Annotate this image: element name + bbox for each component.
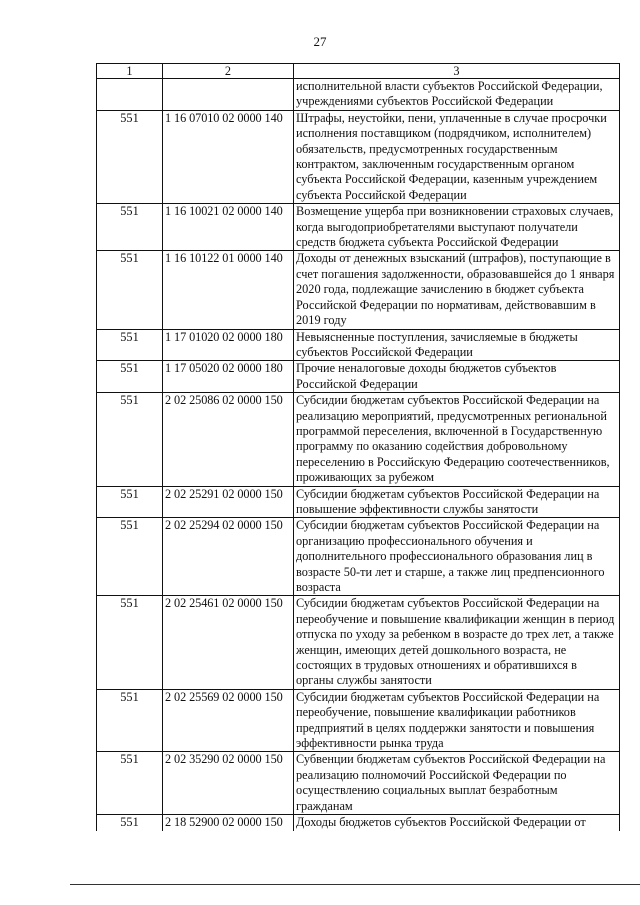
revenue-code-cell: 2 02 35290 02 0000 150 (163, 752, 294, 815)
revenue-code-cell: 1 17 05020 02 0000 180 (163, 361, 294, 393)
table-row (97, 361, 620, 393)
revenue-name-cell: Доходы бюджетов субъектов Российской Федерации от (294, 815, 620, 831)
revenue-name-cell: исполнительной власти субъектов Российской Федерации, учреждениями субъектов Российской Федерации (294, 79, 620, 111)
table-row (97, 79, 620, 111)
admin-code-cell: 551 (97, 752, 163, 815)
admin-code-cell: 551 (97, 815, 163, 831)
revenue-code-cell: 2 18 52900 02 0000 150 (163, 815, 294, 831)
revenue-code-cell: 1 17 01020 02 0000 180 (163, 329, 294, 361)
revenue-code-cell: 2 02 25461 02 0000 150 (163, 596, 294, 689)
column-header-1: 1 (97, 64, 163, 79)
revenue-code-cell: 1 16 10122 01 0000 140 (163, 251, 294, 329)
admin-code-cell: 551 (97, 329, 163, 361)
column-header-2: 2 (163, 64, 294, 79)
table-row (97, 689, 620, 752)
revenue-name-cell: Субсидии бюджетам субъектов Российской Федерации на переобучение, повышение квалификации работников предприятий в целях поддержки занятости и повышения эффективности рынка труда (294, 689, 620, 752)
table-row (97, 110, 620, 203)
table-row (97, 204, 620, 251)
revenue-name-cell: Субсидии бюджетам субъектов Российской Федерации на повышение эффективности службы занятости (294, 486, 620, 518)
revenue-name-cell: Доходы от денежных взысканий (штрафов), поступающие в счет погашения задолженности, образовавшейся до 1 января 2020 года, подлежащие зачислению в бюджет субъекта Российской Федерации по нормативам, действовавшим в 2019 году (294, 251, 620, 329)
admin-code-cell: 551 (97, 393, 163, 486)
table-row (97, 393, 620, 486)
page-bottom-rule (70, 884, 640, 885)
page-number: 27 (313, 34, 327, 49)
revenue-code-cell: 2 02 25086 02 0000 150 (163, 393, 294, 486)
table-row (97, 518, 620, 596)
admin-code-cell: 551 (97, 486, 163, 518)
table-row (97, 752, 620, 815)
table-row (97, 486, 620, 518)
admin-code-cell: 551 (97, 518, 163, 596)
revenue-name-cell: Штрафы, неустойки, пени, уплаченные в случае просрочки исполнения поставщиком (подрядчиком, исполнителем) обязательств, предусмотренных государственным контрактом, заключенным государственным органом субъекта Российской Федерации, казенным учреждением субъекта Российской Федерации (294, 110, 620, 203)
table-row (97, 329, 620, 361)
revenue-code-cell: 2 02 25294 02 0000 150 (163, 518, 294, 596)
table-header-row (97, 64, 620, 79)
revenue-name-cell: Возмещение ущерба при возникновении страховых случаев, когда выгодоприобретателями выступают получатели средств бюджета субъекта Российской Федерации (294, 204, 620, 251)
revenue-code-cell: 2 02 25569 02 0000 150 (163, 689, 294, 752)
revenue-name-cell: Субсидии бюджетам субъектов Российской Федерации на организацию профессионального обучения и дополнительного профессионального образования лиц в возрасте 50-ти лет и старше, а также лиц предпенсионного возраста (294, 518, 620, 596)
revenue-name-cell: Субвенции бюджетам субъектов Российской Федерации на реализацию полномочий Российской Федерации по осуществлению социальных выплат безработным гражданам (294, 752, 620, 815)
revenue-code-cell (163, 79, 294, 111)
table-row (97, 815, 620, 831)
admin-code-cell: 551 (97, 596, 163, 689)
admin-code-cell: 551 (97, 361, 163, 393)
revenue-code-cell: 1 16 07010 02 0000 140 (163, 110, 294, 203)
admin-code-cell: 551 (97, 689, 163, 752)
table-row (97, 596, 620, 689)
revenue-name-cell: Субсидии бюджетам субъектов Российской Федерации на реализацию мероприятий, предусмотренных региональной программой переселения, включенной в Государственную программу по оказанию содействия добровольному переселению в Российскую Федерацию соотечественников, проживающих за рубежом (294, 393, 620, 486)
admin-code-cell: 551 (97, 110, 163, 203)
revenue-name-cell: Субсидии бюджетам субъектов Российской Федерации на переобучение и повышение квалификации женщин в период отпуска по уходу за ребенком в возрасте до трех лет, а также женщин, имеющих детей дошкольного возраста, не состоящих в трудовых отношениях и обратившихся в органы службы занятости (294, 596, 620, 689)
admin-code-cell (97, 79, 163, 111)
table-row (97, 251, 620, 329)
admin-code-cell: 551 (97, 204, 163, 251)
revenue-code-cell: 1 16 10021 02 0000 140 (163, 204, 294, 251)
revenue-name-cell: Невыясненные поступления, зачисляемые в бюджеты субъектов Российской Федерации (294, 329, 620, 361)
admin-code-cell: 551 (97, 251, 163, 329)
budget-codes-table (96, 63, 620, 831)
revenue-code-cell: 2 02 25291 02 0000 150 (163, 486, 294, 518)
column-header-3: 3 (294, 64, 620, 79)
revenue-name-cell: Прочие неналоговые доходы бюджетов субъектов Российской Федерации (294, 361, 620, 393)
